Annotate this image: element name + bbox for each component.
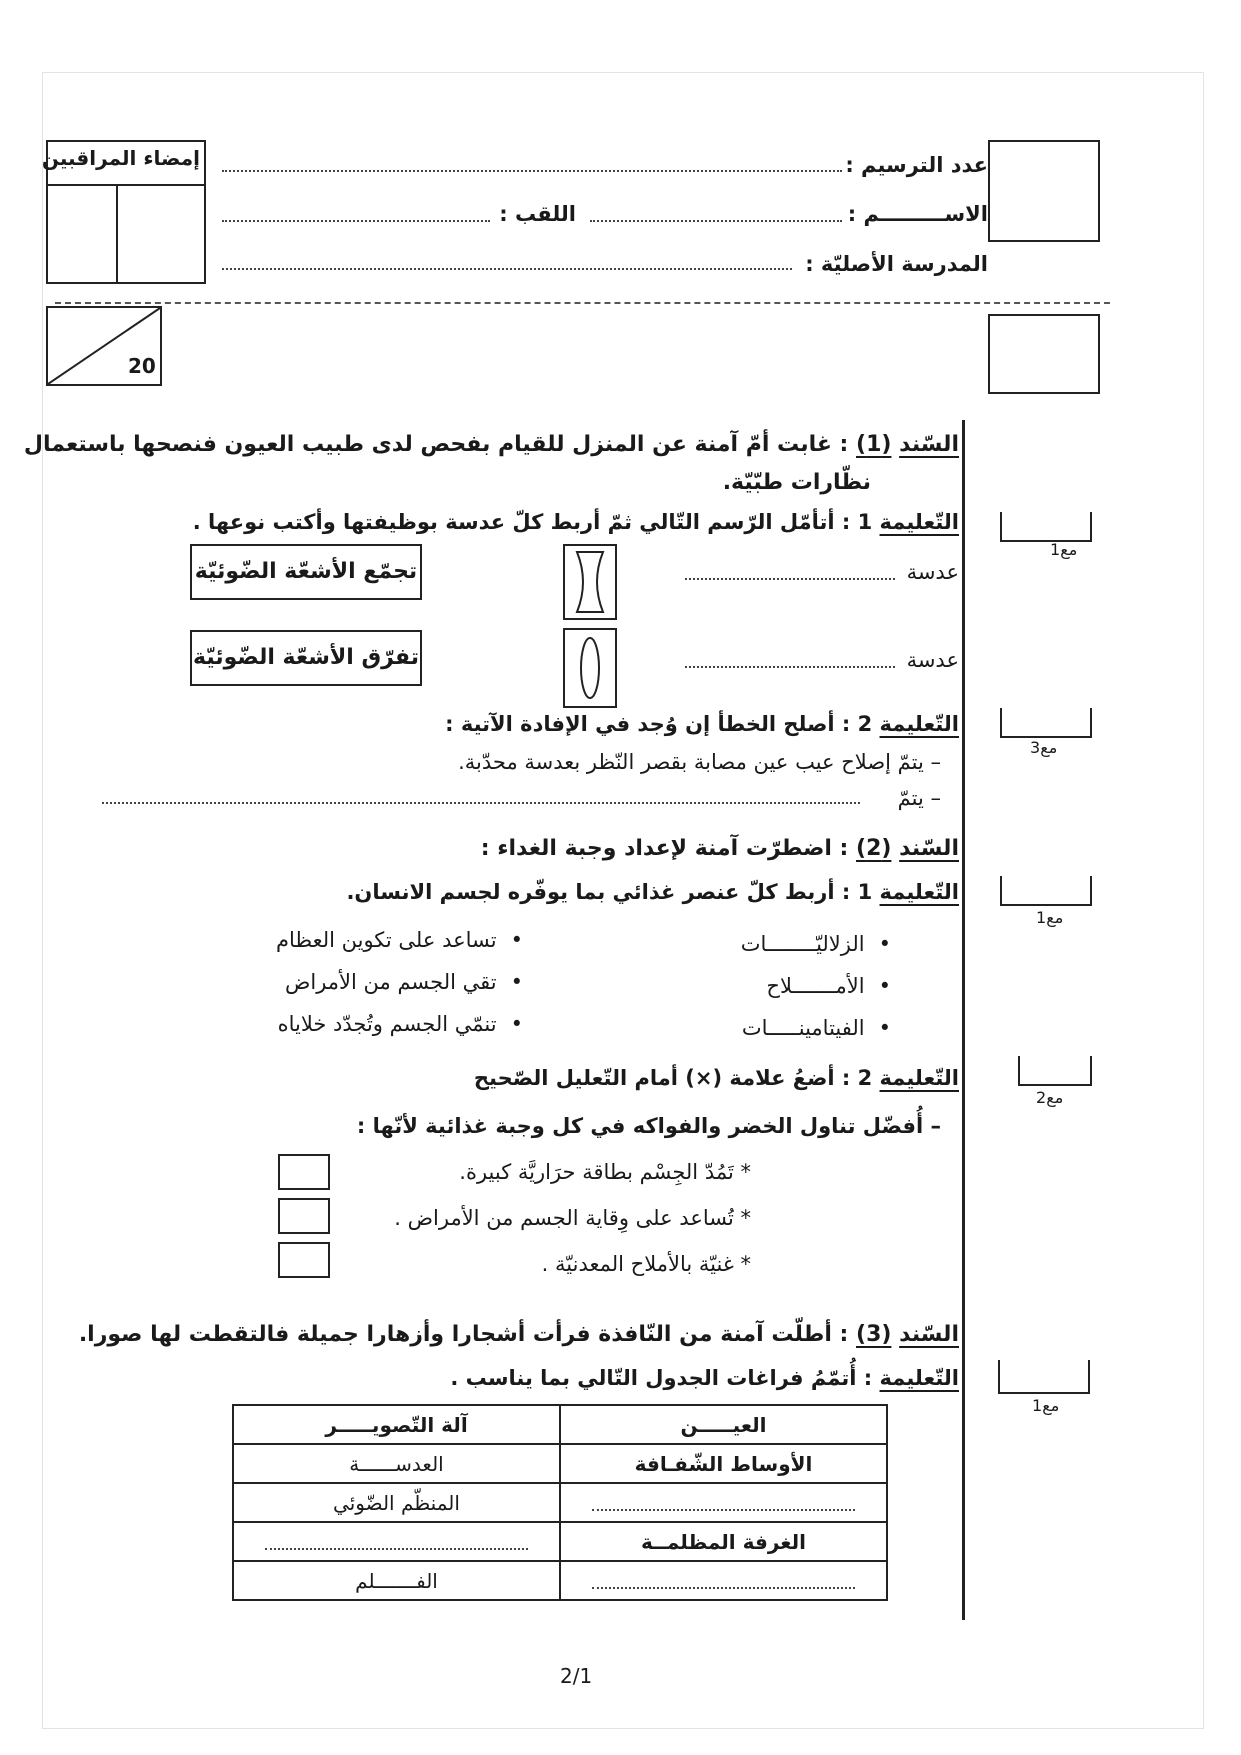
section2-heading — [481, 836, 959, 861]
mark-box[interactable] — [1018, 1056, 1092, 1086]
mark-label: مع1 — [1050, 540, 1078, 559]
concave-lens-icon — [565, 546, 615, 618]
instruction-label: التّعليمة — [879, 712, 959, 736]
registration-field[interactable] — [222, 170, 842, 172]
nutrient-item[interactable]: • الفيتامينـــــات — [742, 1016, 891, 1040]
section2-number: (2) — [856, 836, 892, 861]
concave-lens-figure — [563, 544, 617, 620]
name-label: الاســـــــــم : — [847, 202, 988, 226]
surname-field[interactable] — [222, 220, 490, 222]
correction-field[interactable] — [102, 802, 860, 804]
section2-title: السّند — [899, 836, 959, 861]
convex-lens-icon — [565, 630, 615, 706]
benefit-item[interactable]: • تساعد على تكوين العظام — [276, 928, 523, 952]
option-checkbox[interactable] — [278, 1242, 330, 1278]
table-cell: الفـــــــلم — [233, 1561, 560, 1600]
instruction-label: التّعليمة — [879, 1366, 959, 1390]
table-row — [233, 1522, 887, 1561]
mark-box[interactable] — [1000, 708, 1092, 738]
margin-line — [962, 420, 965, 1620]
table-cell-blank[interactable] — [233, 1522, 560, 1561]
instruction-label: التّعليمة — [879, 1066, 959, 1090]
section1-number: (1) — [856, 432, 892, 457]
nutrient-item[interactable]: • الزلاليّــــــــات — [741, 932, 891, 956]
page-number: 2/1 — [560, 1664, 593, 1688]
mark-box[interactable] — [1000, 512, 1092, 542]
instruction-text: : أصلح الخطأ إن وُجد في الإفادة الآتية : — [445, 712, 851, 736]
table-row — [233, 1444, 887, 1483]
table-header-row — [233, 1405, 887, 1444]
total-score: 20 — [128, 354, 156, 378]
table-cell: الأوساط الشّفـافة — [560, 1444, 887, 1483]
lens-label-2: عدسة — [906, 648, 959, 672]
instruction-number: 2 — [857, 712, 873, 736]
nutrient-item[interactable]: • الأمـــــــلاح — [766, 974, 891, 998]
section1-instruction2 — [445, 712, 959, 736]
school-label: المدرسة الأصليّة : — [805, 252, 988, 276]
section3-instruction — [450, 1366, 959, 1390]
section1-title: السّند — [899, 432, 959, 457]
table-header: العيـــــن — [560, 1405, 887, 1444]
instruction-text: : أربط كلّ عنصر غذائي بما يوفّره لجسم الانسان. — [346, 880, 851, 904]
section3-number: (3) — [856, 1322, 892, 1347]
table-cell: العدســــــة — [233, 1444, 560, 1483]
instruction-number: 2 — [857, 1066, 873, 1090]
name-field[interactable] — [590, 220, 842, 222]
table-cell: الغرفة المظلمــة — [560, 1522, 887, 1561]
instruction-text: : أُتمّمُ فراغات الجدول التّالي بما يناسب . — [450, 1366, 873, 1390]
instruction-number: 1 — [857, 510, 873, 534]
table-row — [233, 1483, 887, 1522]
mark-label: مع3 — [1030, 738, 1058, 757]
section3-text: : أطلّت آمنة من النّافذة فرأت أشجارا وأزهارا جميلة فالتقطت لها صورا. — [78, 1322, 849, 1347]
instruction-label: التّعليمة — [879, 880, 959, 904]
option-checkbox[interactable] — [278, 1154, 330, 1190]
mark-label: مع1 — [1036, 908, 1064, 927]
instruction-label: التّعليمة — [879, 510, 959, 534]
function-box-1[interactable] — [190, 544, 422, 600]
function-text-1: تجمّع الأشعّة الضّوئيّة — [194, 559, 418, 584]
statement: – يتمّ إصلاح عيب عين مصابة بقصر النّظر بعدسة محدّبة. — [458, 750, 941, 774]
mark-label: مع2 — [1036, 1088, 1064, 1107]
cut-line — [55, 302, 1110, 304]
mark-label: مع1 — [1032, 1396, 1060, 1415]
option-text: * تَمُدّ الجِسْم بطاقة حرَاريَّة كبيرة. — [459, 1160, 751, 1184]
section1-text-cont: نظّارات طبّيّة. — [722, 470, 871, 495]
benefit-item[interactable]: • تنمّي الجسم وتُجدّد خلاياه — [278, 1012, 523, 1036]
table-cell-blank[interactable] — [560, 1561, 887, 1600]
table-row — [233, 1561, 887, 1600]
question-text: – أُفضّل تناول الخضر والفواكه في كل وجبة غذائية لأنّها : — [356, 1114, 941, 1138]
instruction-text: : أتأمّل الرّسم التّالي ثمّ أربط كلّ عدسة بوظيفتها وأكتب نوعها . — [192, 510, 851, 534]
lens-label-1: عدسة — [906, 560, 959, 584]
section1-text: : غابت أمّ آمنة عن المنزل للقيام بفحص لدى طبيب العيون فنصحها باستعمال — [23, 432, 849, 457]
instruction-number: 1 — [857, 880, 873, 904]
table-cell-blank[interactable] — [560, 1483, 887, 1522]
option-text: * غنيّة بالأملاح المعدنيّة . — [541, 1252, 751, 1276]
registration-label: عدد الترسيم : — [845, 153, 988, 177]
section3-heading — [79, 1322, 959, 1347]
code-box — [988, 314, 1100, 394]
school-field[interactable] — [222, 268, 792, 270]
benefit-item[interactable]: • تقي الجسم من الأمراض — [285, 970, 523, 994]
function-box-2[interactable] — [190, 630, 422, 686]
registration-number-box[interactable] — [988, 140, 1100, 242]
lens-type-field-1[interactable] — [685, 578, 895, 580]
mark-box[interactable] — [998, 1360, 1090, 1394]
option-checkbox[interactable] — [278, 1198, 330, 1234]
mark-box[interactable] — [1000, 876, 1092, 906]
lens-type-field-2[interactable] — [685, 666, 895, 668]
table-header: آلة التّصويـــــر — [233, 1405, 560, 1444]
convex-lens-figure — [563, 628, 617, 708]
table-cell: المنظّم الضّوئي — [233, 1483, 560, 1522]
surname-label: اللقب : — [499, 202, 576, 226]
option-text: * تُساعد على وِقاية الجسم من الأمراض . — [394, 1206, 751, 1230]
proctor-label: إمضاء المراقبين — [41, 146, 200, 170]
function-text-2: تفرّق الأشعّة الضّوئيّة — [193, 645, 419, 670]
correction-prefix: – يتمّ — [897, 786, 941, 810]
eye-camera-table — [232, 1404, 888, 1601]
instruction-text: : أضعُ علامة (×) أمام التّعليل الصّحيح — [473, 1066, 851, 1090]
section1-instruction1 — [193, 510, 959, 534]
section1-heading — [24, 432, 959, 457]
section3-title: السّند — [899, 1322, 959, 1347]
section2-instruction1 — [346, 880, 959, 904]
section2-text: : اضطرّت آمنة لإعداد وجبة الغداء : — [480, 836, 849, 861]
section2-instruction2 — [474, 1066, 959, 1090]
